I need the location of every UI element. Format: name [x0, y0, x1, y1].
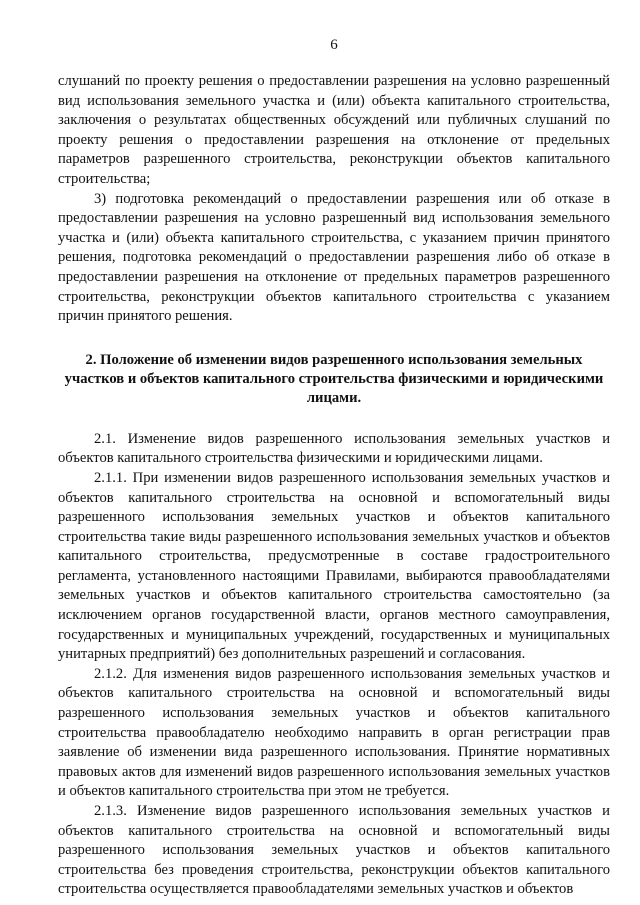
paragraph-2-1: 2.1. Изменение видов разрешенного использования земельных участков и объектов капитального строительства физическими и юридическими лицами.: [58, 430, 610, 467]
page-number: 6: [330, 37, 338, 53]
paragraph-2-1-1: 2.1.1. При изменении видов разрешенного использования земельных участков и объектов капитального строительства на основной и вспомогательный виды разрешенного использования земельных участков и объектов капитального строительства такие виды разрешенного использования земельных участков и объектов капитального строительства, предусмотренные в составе градостроительного регламента, установленного настоящими Правилами, выбираются правообладателями земельных участков и объектов капитального строительства самостоятельно (за исключением органов государственной власти, органов местного самоуправления, государственных и муниципальных учреждений, государственных и муниципальных унитарных предприятий) без дополнительных разрешений и согласования.: [58, 469, 610, 663]
paragraph-item-3: 3) подготовка рекомендаций о предоставлении разрешения или об отказе в предоставлении разрешения на условно разрешенный вид использования земельного участка и (или) объекта капитального строительства, с указанием причин принятого решения, подготовка рекомендаций о предоставлении разрешения либо об отказе в предоставлении разрешения на отклонение от предельных параметров разрешенного строительства, реконструкции объектов капитального строительства с указанием причин принятого решения.: [58, 190, 610, 325]
paragraph-2-1-3: 2.1.3. Изменение видов разрешенного использования земельных участков и объектов капитального строительства на основной и вспомогательный виды разрешенного использования земельных участков и объектов капитального строительства без проведения строительства, реконструкции объектов капитального строительства осуществляется правообладателями земельных участков и объектов: [58, 803, 610, 898]
paragraph-continuation: слушаний по проекту решения о предоставлении разрешения на условно разрешенный вид использования земельного участка и (или) объекта капитального строительства, заключения о результатах общественных обсуждений или публичных слушаний по проекту решения о предоставлении разрешения на отклонение от предельных параметров разрешенного строительства, реконструкции объектов капитального строительства;: [58, 73, 610, 187]
document-page: [58, 36, 610, 900]
paragraph-2-1-2: 2.1.2. Для изменения видов разрешенного использования земельных участков и объектов капитального строительства на основной и вспомогательный виды разрешенного использования земельных участков и объектов капитального строительства правообладателю необходимо направить в орган регистрации прав заявление об изменении вида разрешенного использования. Принятие нормативных правовых актов для изменений видов разрешенного использования земельных участков и объектов капитального строительства при этом не требуется.: [58, 665, 610, 800]
section-heading: 2. Положение об изменении видов разрешенного использования земельных участков и объектов капитального строительства физическими и юридическими лицами.: [64, 351, 604, 406]
